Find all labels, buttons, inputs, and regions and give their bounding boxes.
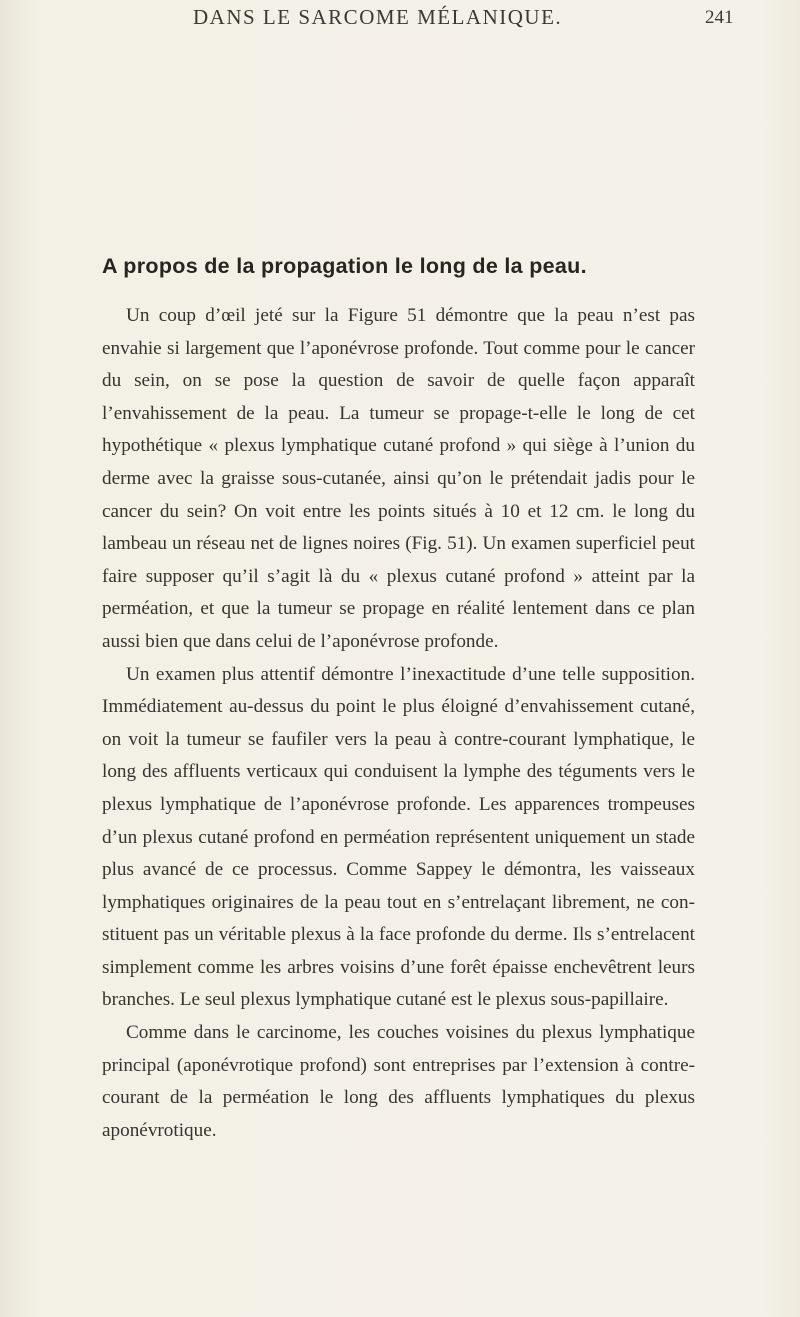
body-text xyxy=(102,300,695,1147)
paragraph-3: Comme dans le carcinome, les couches voisines du plexus lymphatique principal (aponévrotique profond) sont entreprises par l’extension à contre-courant de la perméation le long des affluents lymphatiques du plexus aponévrotique. xyxy=(102,1022,695,1141)
paragraph-2: Un examen plus attentif démontre l’inexactitude d’une telle supposition. Immédiatement au-dessus du point le plus éloigné d’envahissement cutané, on voit la tumeur se faufiler vers la peau à contre-courant lymphatique, le long des affluents verticaux qui conduisent la lymphe des téguments vers le plexus lymphatique de l’aponévrose profonde. Les apparences trompeuses d’un plexus cutané profond en perméation représentent uniquement un stade plus avancé de ce processus. Comme Sappey le démontra, les vaisseaux lymphatiques originaires de la peau tout en s’entrelaçant librement, ne constituent pas un véritable plexus à la face profonde du derme. Ils s’entrelacent simplement comme les arbres voisins d’une forêt épaisse enchevêtrent leurs branches. Le seul plexus lymphatique cutané est le plexus sous-papillaire. xyxy=(102,663,695,1011)
section-title: A propos de la propagation le long de la peau. xyxy=(102,254,587,278)
page-number: 241 xyxy=(705,7,734,28)
running-head: DANS LE SARCOME MÉLANIQUE. xyxy=(193,5,563,29)
paragraph-1: Un coup d’œil jeté sur la Figure 51 démontre que la peau n’est pas envahie si largement que l’aponévrose profonde. Tout comme pour le cancer du sein, on se pose la question de savoir de quelle façon apparaît l’envahissement de la peau. La tumeur se propage-t-elle le long de cet hypothétique « plexus lymphatique cutané profond » qui siège à l’union du derme avec la graisse sous-cutanée, ainsi qu’on le prétendait jadis pour le cancer du sein? On voit entre les points situés à 10 et 12 cm. le long du lambeau un réseau net de lignes noires (Fig. 51). Un examen superficiel peut faire supposer qu’il s’agit là du « plexus cutané profond » atteint par la perméation, et que la tumeur se propage en réalité lentement dans ce plan aussi bien que dans celui de l’aponévrose profonde. xyxy=(102,305,695,652)
